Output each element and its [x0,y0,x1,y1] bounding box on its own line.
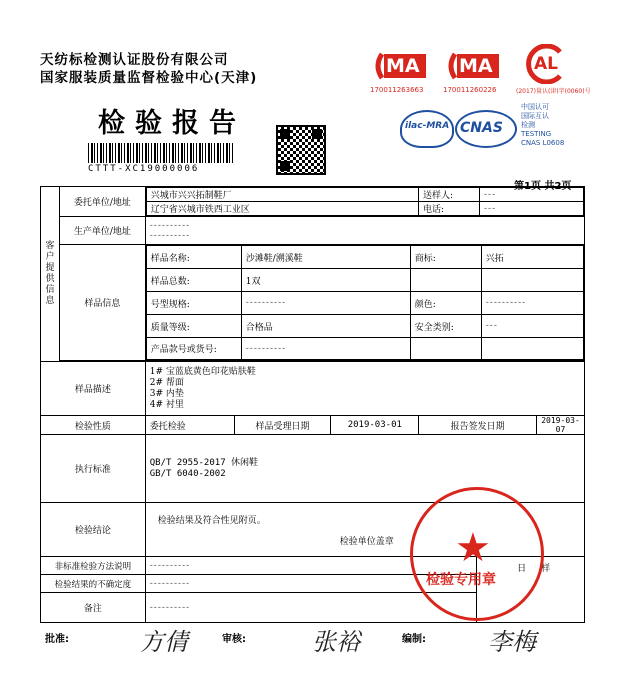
client-label: 委托单位/地址 [59,187,145,217]
phone-value: --- [480,202,584,216]
brand-label: 商标: [410,246,481,269]
standard-label: 执行标准 [41,435,146,503]
uncertainty-label: 检验结果的不确定度 [41,575,146,593]
cnas-cn-1: 中国认可 [521,103,549,111]
cma-label-2: MA [459,55,493,77]
description-line-4: 4# 衬里 [149,399,184,410]
safety-label: 安全类别: [410,315,481,338]
report-title: 检验报告 [98,108,246,139]
ilac-logo [400,110,454,148]
remarks-label: 备注 [41,593,146,623]
description-line-3: 3# 内垫 [149,388,184,399]
qr-code [276,125,326,175]
center-name: 国家服装质量监督检验中心(天津) [40,70,258,86]
model-value: ---------- [241,292,410,315]
non-standard-value: ---------- [145,557,476,575]
sender-label: 送样人: [419,188,480,202]
seal-star-icon: ★ [455,525,491,571]
conclusion-label: 检验结论 [41,503,146,557]
sign-partial-2: 样 [541,564,551,574]
sign-partial-1: 日 [517,564,527,574]
review-signature: 张裕 [312,628,360,656]
cma-label-1: MA [386,55,420,77]
uncertainty-value: ---------- [145,575,476,593]
description-line-1: 1# 宝蓝底黄色印花贴肤鞋 [149,366,256,377]
batch-label: 产品款号或货号: [146,338,241,360]
side-label: 客户提供信息 [41,187,60,362]
cnas-logo [455,110,517,148]
seal-line: 检验单位盖章 [339,537,394,547]
description-label: 样品描述 [41,362,146,416]
cal-note: (2017)量认(津)字(0060)号 [516,88,591,95]
compile-label: 编制: [402,634,426,645]
safety-value: --- [481,315,583,338]
client-address: 辽宁省兴城市铁西工业区 [146,202,418,216]
received-label: 样品受理日期 [234,416,331,435]
brand-value: 兴拓 [481,246,583,269]
cnas-cn-3: 检测 [521,121,535,129]
cnas-text [521,103,564,148]
nature-label: 检验性质 [41,416,146,435]
cnas-en-1: TESTING [521,130,552,138]
nature-value: 委托检验 [145,416,234,435]
grade-label: 质量等级: [146,315,241,338]
model-label: 号型规格: [146,292,241,315]
remarks-value: ---------- [145,593,476,623]
issued-value: 2019-03-07 [537,416,585,435]
phone-label: 电话: [419,202,480,216]
approve-signature: 方倩 [140,628,188,656]
sample-qty-label: 样品总数: [146,269,241,292]
cal-logo [522,44,566,84]
compile-signature: 李梅 [488,628,536,656]
producer-line-1: ---------- [149,220,191,231]
producer-label: 生产单位/地址 [59,217,145,245]
cal-label: AL [534,54,558,74]
sender-value: --- [480,188,584,202]
report-number: CTTT-XC19000006 [88,164,200,174]
organization-name: 天纺标检测认证股份有限公司 [40,52,229,68]
cnas-en-2: CNAS L0608 [521,139,565,147]
sample-qty-value: 1双 [241,269,410,292]
non-standard-label: 非标准检验方法说明 [41,557,146,575]
producer-line-2: ---------- [149,230,191,241]
cnas-cn-2: 国际互认 [521,112,549,120]
cma-logo-1 [372,52,428,80]
conclusion-text: 检验结果及符合性见附页。 [157,516,266,526]
sample-name-label: 样品名称: [146,246,241,269]
issued-label: 报告签发日期 [419,416,537,435]
received-value: 2019-03-01 [331,416,419,435]
barcode [88,143,233,163]
cma-logo-2 [445,52,501,80]
cma-number-2: 170011260226 [443,86,497,94]
client-name: 兴城市兴兴拓制鞋厂 [146,188,418,202]
review-label: 审核: [222,634,246,645]
sample-name-value: 沙滩鞋/溯溪鞋 [241,246,410,269]
description-line-2: 2# 帮面 [149,377,184,388]
standard-line-1: QB/T 2955-2017 休闲鞋 [149,457,259,468]
approve-label: 批准: [45,634,69,645]
standard-line-2: GB/T 6040-2002 [149,468,226,479]
seal-text: 检验专用章 [426,572,496,588]
page-number: 第1页 共2页 [514,181,572,192]
color-value: ---------- [481,292,583,315]
sample-info-label: 样品信息 [59,245,145,361]
cma-number-1: 170011263663 [370,86,424,94]
batch-value: ---------- [241,338,410,360]
color-label: 颜色: [410,292,481,315]
grade-value: 合格品 [241,315,410,338]
cnas-label: CNAS [460,120,503,136]
ilac-label: ilac-MRA [405,121,450,131]
